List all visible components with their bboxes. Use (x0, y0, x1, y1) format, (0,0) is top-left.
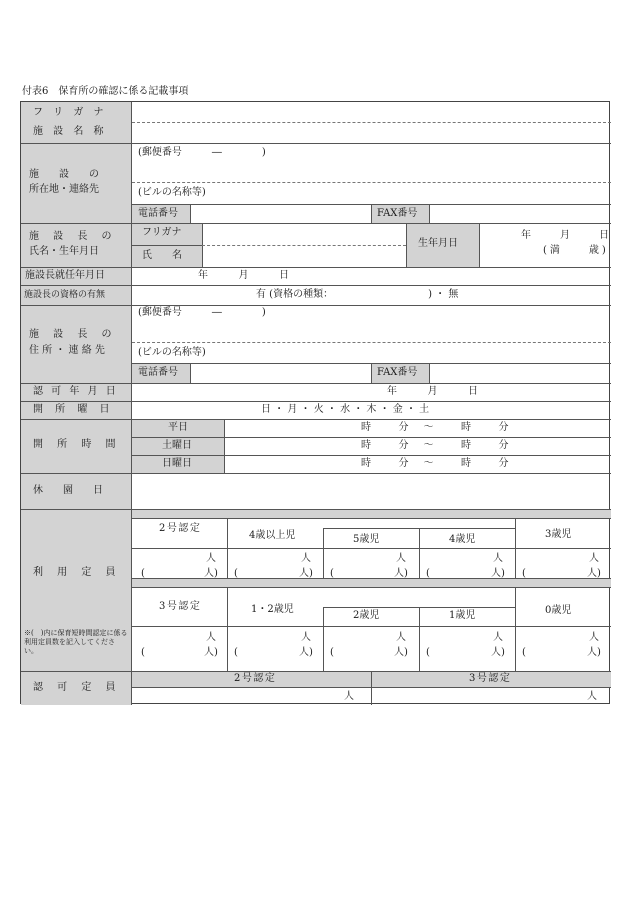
director-address-fax-field[interactable] (431, 365, 610, 382)
rule-v (419, 607, 420, 671)
approval-date-value: 年 月 日 (387, 386, 482, 397)
director-address-fax-label: FAX番号 (371, 363, 429, 383)
rule-v (429, 363, 430, 383)
age12-paren-person: 人) (299, 647, 313, 658)
open-hours-label: 開 所 時 間 (33, 439, 122, 450)
director-address-phone-label: 電話番号 (132, 363, 190, 383)
approved-cert3-person: 人 (587, 691, 597, 702)
age2-header: 2歳児 (353, 610, 380, 621)
age12-paren-open: ( (234, 647, 238, 658)
age0-header: 0歳児 (545, 605, 572, 616)
rule-dashed (202, 245, 406, 246)
director-name-label: 氏 名 (132, 245, 202, 267)
rule-v (515, 587, 516, 671)
age2-person: 人 (396, 632, 406, 643)
label-open-days (21, 401, 132, 419)
director-name-field[interactable] (204, 247, 405, 266)
age5-paren-open: ( (330, 568, 334, 579)
hours-sunday-label: 日曜日 (132, 455, 224, 473)
director-label-line1: 施 設 長 の (29, 231, 118, 242)
label-appointment (21, 267, 132, 285)
age12-person: 人 (301, 632, 311, 643)
open-days-label: 開 所 曜 日 (33, 404, 115, 415)
location-label-line1: 施 設 の (29, 169, 99, 180)
age0-paren-open: ( (522, 647, 526, 658)
hours-saturday-label: 土曜日 (132, 437, 224, 455)
age2-paren-person: 人) (394, 647, 408, 658)
director-address-postal: (郵便番号 ― ) (138, 307, 266, 318)
age1-paren-person: 人) (491, 647, 505, 658)
birth-label: 生年月日 (406, 223, 479, 267)
age4-paren-open: ( (426, 568, 430, 579)
location-address-field[interactable] (133, 160, 610, 181)
qualification-value: 有 (資格の種類： ) ・ 無 (256, 289, 459, 300)
approved-cert2-header: 2号認定 (234, 673, 277, 684)
age3-header: 3歳児 (545, 529, 572, 540)
rule-v (323, 607, 324, 671)
director-address-building: (ビルの名称等) (138, 347, 206, 358)
age1-paren-open: ( (426, 647, 430, 658)
rule-h (21, 285, 611, 286)
director-address-label-line2: 住 所 ・ 連 絡 先 (29, 345, 105, 356)
age4plus-person: 人 (301, 553, 311, 564)
rule-dashed (132, 182, 611, 183)
rule-v (323, 528, 324, 578)
closed-days-field[interactable] (133, 475, 610, 508)
label-director-address (21, 305, 132, 383)
rule-h (132, 245, 202, 246)
director-address-phone-field[interactable] (192, 365, 370, 382)
rule-h (21, 509, 611, 510)
location-fax-label: FAX番号 (371, 204, 429, 223)
director-address-label-line1: 施 設 長 の (29, 329, 118, 340)
label-capacity (21, 509, 132, 671)
rule-h (132, 455, 611, 456)
label-approved-capacity (21, 671, 132, 705)
capacity-strip-1 (132, 509, 611, 518)
rule-v (371, 671, 372, 705)
cert2-total-paren-open: ( (141, 568, 145, 579)
location-postal: (郵便番号 ― ) (138, 147, 266, 158)
approved-capacity-label: 認 可 定 員 (33, 682, 122, 693)
rule-dashed (132, 122, 611, 123)
rule-v (429, 204, 430, 223)
rule-h (21, 383, 611, 384)
location-label-line2: 所在地・連絡先 (29, 184, 99, 195)
age5-person: 人 (396, 553, 406, 564)
rule-h (21, 223, 611, 224)
director-furigana-field[interactable] (204, 225, 405, 244)
label-director (21, 223, 132, 267)
location-phone-label: 電話番号 (132, 204, 190, 223)
rule-v (479, 223, 480, 267)
cert3-total-paren-open: ( (141, 647, 145, 658)
approved-cert2-person: 人 (344, 691, 354, 702)
appointment-label: 施設長就任年月日 (25, 270, 105, 281)
age4plus-paren-open: ( (234, 568, 238, 579)
age3-paren-open: ( (522, 568, 526, 579)
label-approval-date (21, 383, 132, 401)
age0-paren-person: 人) (587, 647, 601, 658)
location-building: (ビルの名称等) (138, 187, 206, 198)
age4plus-paren-person: 人) (299, 568, 313, 579)
rule-v (419, 528, 420, 578)
cert3-header: 3号認定 (159, 601, 202, 612)
rule-h (21, 473, 611, 474)
rule-h (21, 401, 611, 402)
rule-h (132, 587, 611, 588)
approved-cert3-header: 3号認定 (469, 673, 512, 684)
rule-h (21, 419, 611, 420)
cert2-total-paren-person: 人) (204, 568, 218, 579)
facility-furigana-label: フ リ ガ ナ (33, 107, 108, 118)
rule-v (371, 204, 372, 223)
age12-header: 1・2歳児 (251, 604, 294, 615)
age4-header: 4歳児 (449, 534, 476, 545)
rule-h (21, 305, 611, 306)
rule-v (406, 223, 407, 267)
rule-h (132, 518, 611, 519)
age4-paren-person: 人) (491, 568, 505, 579)
rule-h (132, 437, 611, 438)
location-fax-field[interactable] (431, 206, 610, 222)
rule-h (21, 143, 611, 144)
age3-person: 人 (589, 553, 599, 564)
age4plus-header: 4歳以上児 (249, 530, 296, 541)
age-value: (満 歳) (543, 245, 609, 256)
hours-weekday-value: 時 分 ～ 時 分 (361, 422, 511, 433)
label-open-hours (21, 419, 132, 473)
label-qualification (21, 285, 132, 305)
director-address-field[interactable] (133, 322, 610, 341)
facility-name-label: 施 設 名 称 (33, 126, 108, 137)
cert2-header: 2号認定 (159, 523, 202, 534)
label-location (21, 143, 132, 223)
closed-days-label: 休 園 日 (33, 485, 103, 496)
cert3-total-paren-person: 人) (204, 647, 218, 658)
rule-v (227, 587, 228, 671)
rule-v (371, 363, 372, 383)
age5-header: 5歳児 (353, 534, 380, 545)
location-phone-field[interactable] (192, 206, 370, 222)
open-days-value: 日 ・ 月 ・ 火 ・ 水 ・ 木 ・ 金 ・ 土 (261, 404, 430, 415)
age5-paren-person: 人) (394, 568, 408, 579)
facility-name-field[interactable] (133, 124, 610, 142)
qualification-label: 施設長の資格の有無 (24, 290, 106, 300)
age1-header: 1歳児 (449, 610, 476, 621)
rule-h (132, 578, 611, 579)
rule-h (132, 626, 611, 627)
facility-form (20, 101, 610, 704)
rule-v (515, 518, 516, 578)
birth-date-value: 年 月 日 (521, 230, 612, 241)
hours-sunday-value: 時 分 ～ 時 分 (361, 458, 511, 469)
director-furigana-label: フリガナ (132, 223, 202, 245)
facility-furigana-field[interactable] (133, 103, 610, 121)
rule-h (132, 548, 611, 549)
hours-saturday-value: 時 分 ～ 時 分 (361, 440, 511, 451)
capacity-note: ※( )内に保育短時間認定に係る利用定員数を記入してください。 (24, 629, 128, 655)
rule-v (190, 204, 191, 223)
rule-v (227, 518, 228, 578)
cert3-total-person: 人 (206, 632, 216, 643)
age2-paren-open: ( (330, 647, 334, 658)
rule-h (21, 671, 611, 672)
rule-h (21, 267, 611, 268)
appointment-value: 年 月 日 (198, 270, 293, 281)
label-closed-days (21, 473, 132, 509)
hours-weekday-label: 平日 (132, 419, 224, 437)
label-facility-name (21, 102, 132, 143)
capacity-label: 利 用 定 員 (33, 567, 122, 578)
cert2-total-person: 人 (206, 553, 216, 564)
age0-person: 人 (589, 632, 599, 643)
rule-v (224, 419, 225, 473)
age4-person: 人 (493, 553, 503, 564)
approval-date-label: 認 可 年 月 日 (33, 386, 119, 397)
rule-v (190, 363, 191, 383)
age1-person: 人 (493, 632, 503, 643)
rule-dashed (132, 342, 611, 343)
age3-paren-person: 人) (587, 568, 601, 579)
director-label-line2: 氏名・生年月日 (29, 246, 99, 257)
document-title: 付表6 保育所の確認に係る記載事項 (22, 86, 189, 97)
label-column-border (131, 102, 132, 705)
